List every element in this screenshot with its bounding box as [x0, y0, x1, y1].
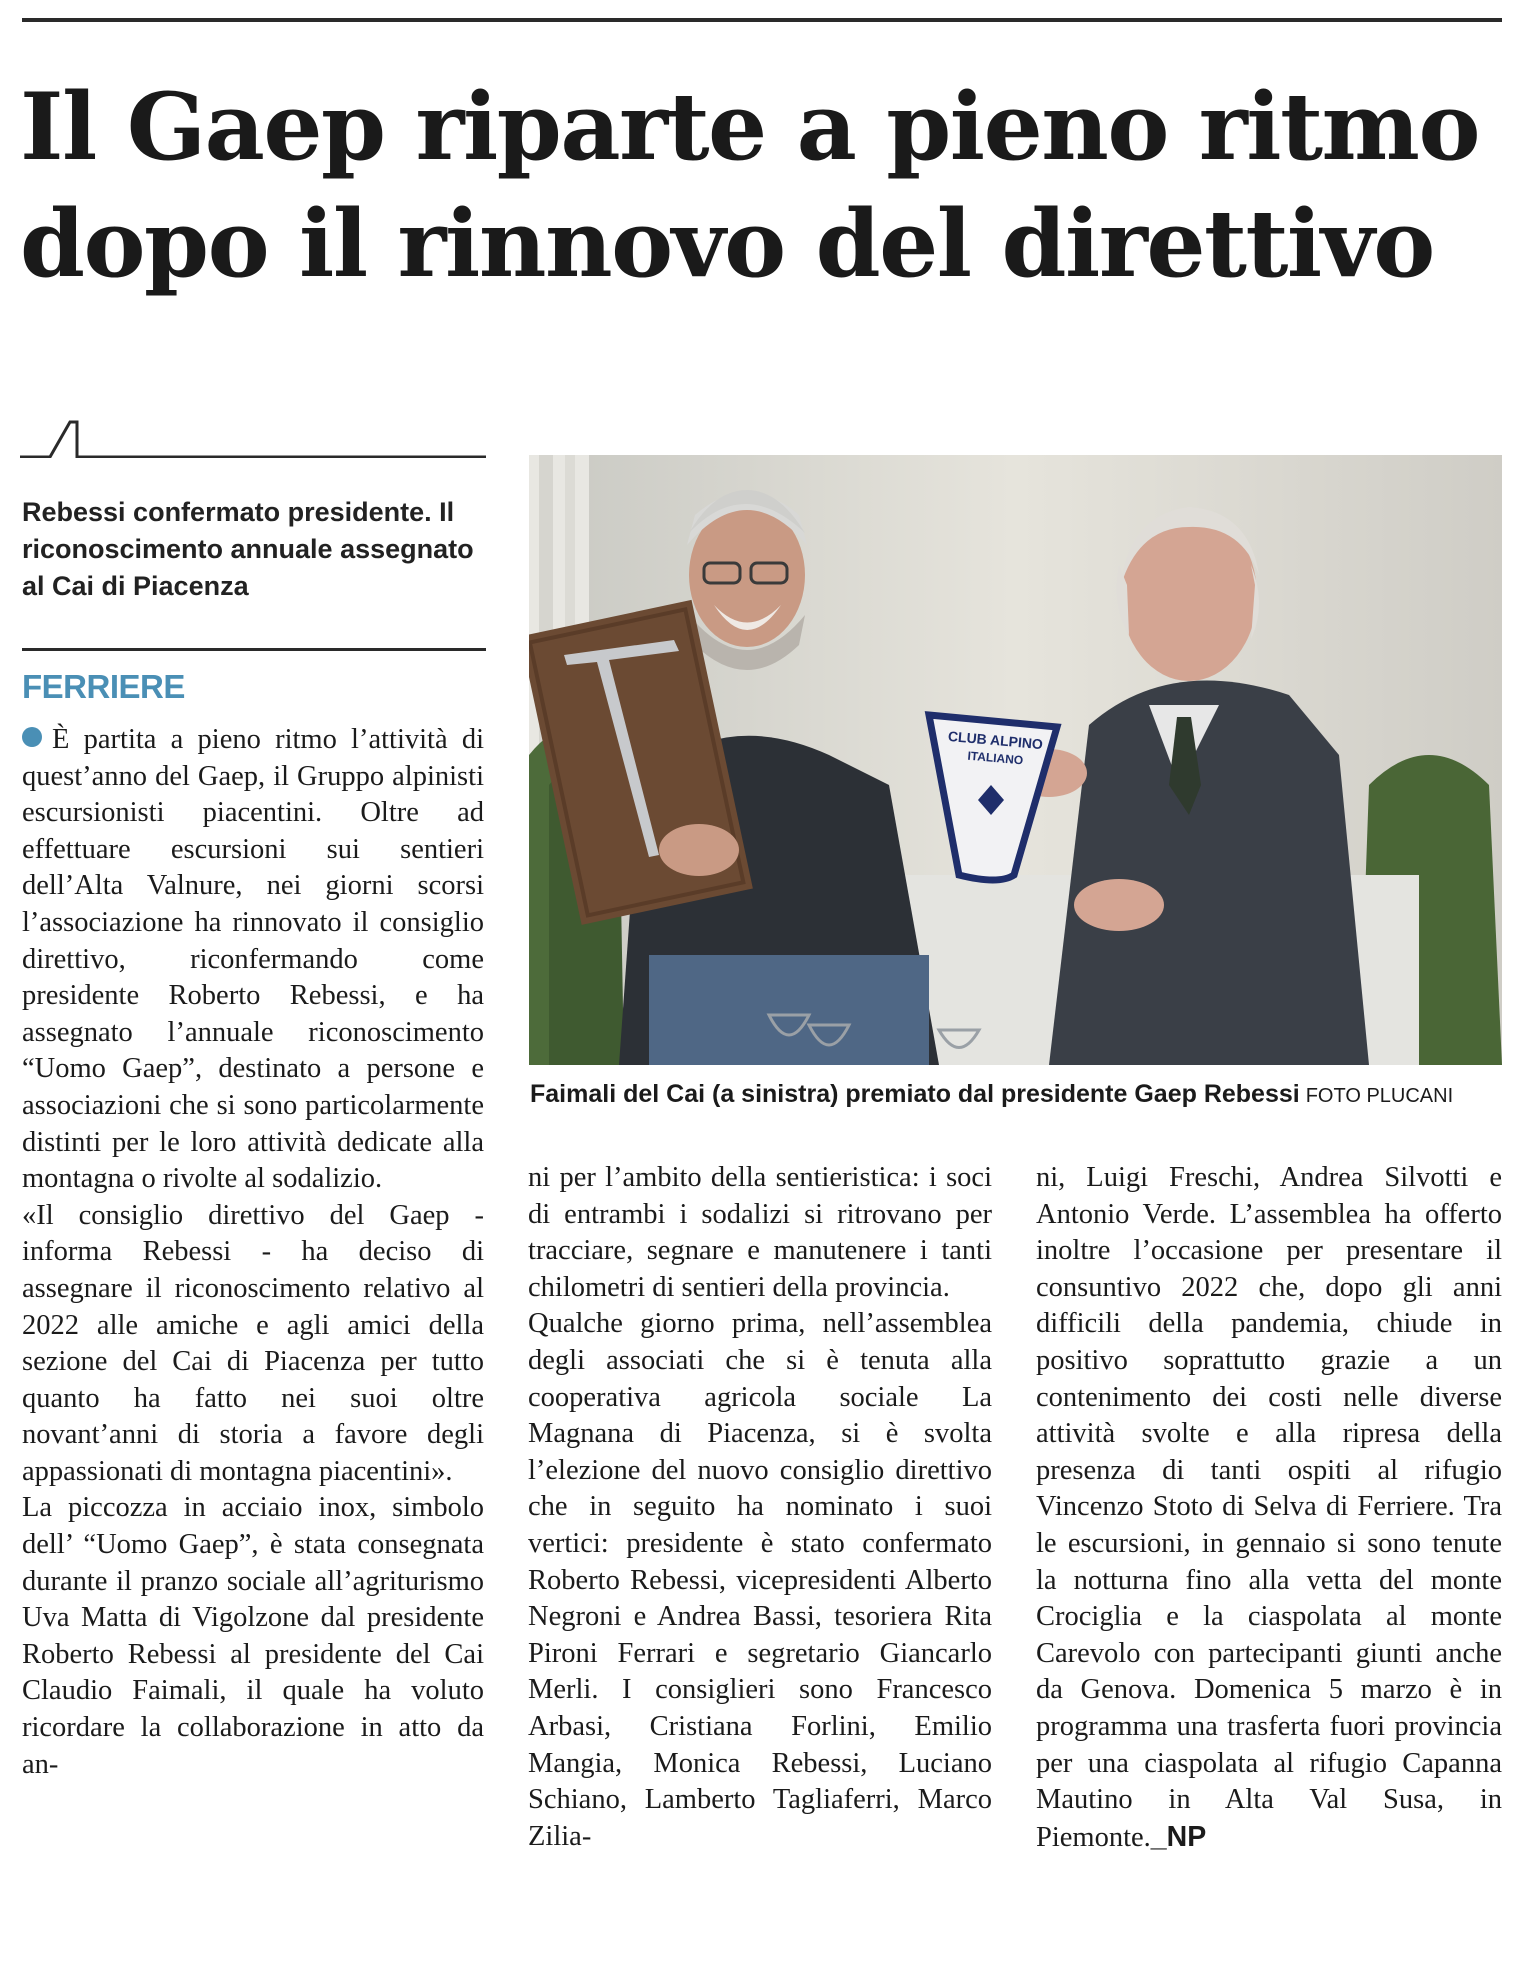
headline: Il Gaep riparte a pieno ritmo dopo il rinnovo del direttivo	[20, 72, 1479, 298]
paragraph: La piccozza in acciaio inox, simbolo dell’ “Uomo Gaep”, è stata consegnata durante il pranzo sociale all’agriturismo Uva Matta di Vigolzone dal presidente Roberto Rebessi al presidente del Cai Claudio Faimali, il quale ha voluto ricordare la collaborazione in atto da an-	[22, 1492, 484, 1780]
paragraph-text: ni, Luigi Freschi, Andrea Silvotti e Antonio Verde. L’assemblea ha offerto inoltre l’occasione per presentare il consuntivo 2022 che, dopo gli anni difficili della pandemia, chiude in positivo soprattutto grazie a un contenimento dei costi nelle diverse attività svolte e alla ripresa della presenza di tanti ospiti al rifugio Vincenzo Stoto di Selva di Ferriere. Tra le escursioni, in gennaio si sono tenute la notturna fino alla vetta del monte Crociglia e la ciaspolata al monte Carevolo con partecipanti giunti anche da Genova. Domenica 5 marzo è in programma una trasferta fuori provincia per una ciaspolata al rifugio Capanna Mautino in Alta Val Susa, in Piemonte.	[1036, 1162, 1502, 1853]
article-photo	[529, 455, 1502, 1065]
article-column-3	[1036, 1160, 1502, 1856]
top-rule	[22, 18, 1502, 22]
article-column-2	[528, 1160, 992, 1855]
paragraph: ni per l’ambito della sentieristica: i soci di entrambi i sodalizi si ritrovano per tracciare, segnare e manutenere i tanti chilometri di sentieri della provincia.	[528, 1162, 992, 1303]
caption-text: Faimali del Cai (a sinistra) premiato dal presidente Gaep Rebessi	[530, 1080, 1300, 1108]
paragraph: Qualche giorno prima, nell’assemblea degli associati che si è tenuta alla cooperativa agricola sociale La Magnana di Piacenza, si è svolta l’elezione del nuovo consiglio direttivo che in seguito ha nominato i suoi vertici: presidente è stato confermato Roberto Rebessi, vicepresidenti Alberto Negroni e Andrea Bassi, tesoriera Rita Pironi Ferrari e segretario Giancarlo Merli. I consiglieri sono Francesco Arbasi, Cristiana Forlini, Emilio Mangia, Monica Rebessi, Luciano Schiano, Lamberto Tagliaferri, Marco Zilia-	[528, 1308, 992, 1852]
summary: Rebessi confermato presidente. Il riconoscimento annuale assegnato al Cai di Piacenza	[22, 497, 474, 601]
paragraph	[1036, 1160, 1502, 1856]
article-column-1	[22, 722, 484, 1783]
paragraph-text: È partita a pieno ritmo l’attività di quest’anno del Gaep, il Gruppo alpinisti escursionisti piacentini. Oltre ad effettuare escursioni sui sentieri dell’Alta Valnure, nei giorni scorsi l’associazione ha rinnovato il consiglio direttivo, riconfermando come presidente Roberto Rebessi, e ha assegnato l’annuale riconoscimento “Uomo Gaep”, destinato a persone e associazioni che si sono particolarmente distinti per le loro attività dedicate alla montagna o rivolte al sodalizio.	[22, 724, 484, 1195]
author-signature: _NP	[1150, 1820, 1207, 1853]
summary-rule	[22, 648, 486, 651]
paragraph	[22, 722, 484, 1198]
photo-credit: FOTO PLUCANI	[1305, 1085, 1454, 1107]
pennant-line-1: CLUB ALPINO	[947, 727, 1044, 753]
location-label: FERRIERE	[22, 668, 185, 705]
pennant-line-2: ITALIANO	[966, 748, 1024, 768]
mountain-peak-icon	[20, 412, 486, 458]
paragraph: «Il consiglio direttivo del Gaep - informa Rebessi - ha deciso di assegnare il riconoscimento relativo al 2022 alle amiche e agli amici della sezione del Cai di Piacenza per tutto quanto ha fatto nei suoi oltre novant’anni di storia a favore degli appassionati di montagna piacentini».	[22, 1199, 484, 1487]
photo-caption	[530, 1078, 1502, 1112]
bullet-dot-icon	[22, 727, 42, 747]
